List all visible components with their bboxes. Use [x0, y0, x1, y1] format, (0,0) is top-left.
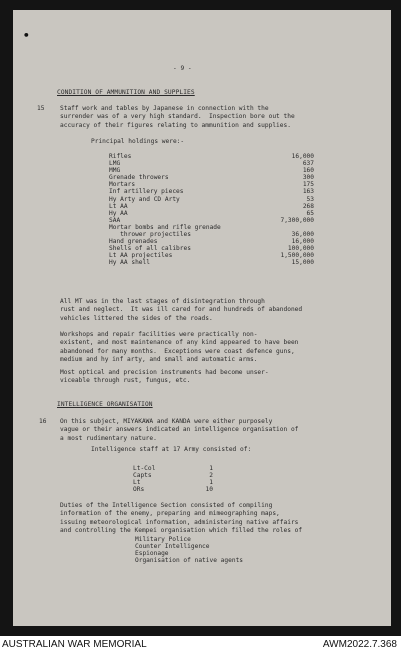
- holding-quantity: 300: [302, 174, 314, 182]
- ammunition-intro: Staff work and tables by Japanese in connection with the surrender was of a very high standard. Inspection bore out the accuracy of their figures relating to ammunition and supplies.: [60, 105, 295, 129]
- holding-quantity: 175: [302, 181, 314, 189]
- holding-row: [109, 181, 314, 188]
- holding-item: Hy AA: [109, 209, 128, 217]
- role-item: Espionage: [135, 550, 169, 558]
- holding-row: [109, 196, 314, 203]
- holding-quantity: 36,000: [291, 231, 314, 239]
- holding-quantity: 15,000: [291, 259, 314, 267]
- holding-row: [109, 174, 314, 181]
- holding-item: Inf artillery pieces: [109, 188, 184, 196]
- staff-row: [133, 486, 213, 493]
- holding-item: Mortars: [109, 181, 136, 189]
- holding-quantity: 163: [302, 188, 314, 196]
- holding-row: [109, 259, 314, 266]
- holding-row: [109, 203, 314, 210]
- holding-row: [109, 238, 314, 245]
- staff-count: 10: [205, 486, 213, 494]
- staff-row: [133, 465, 213, 472]
- holding-row: [109, 245, 314, 252]
- heading-intelligence: INTELLIGENCE ORGANISATION: [57, 401, 153, 408]
- para-optical: Most optical and precision instruments had become unser- viceable through rust, fungus, etc.: [60, 369, 269, 385]
- holding-item: Rifles: [109, 153, 132, 160]
- holding-item: Shells of all calibres: [109, 245, 191, 253]
- staff-rank: ORs: [133, 486, 145, 494]
- holding-quantity: 7,300,000: [280, 216, 314, 224]
- holding-item: Mortar bombs and rifle grenade: [109, 223, 221, 231]
- footer-reference: AWM2022.7.368: [322, 639, 397, 650]
- staff-count: 1: [209, 479, 213, 487]
- para-number-15: 15: [37, 105, 45, 112]
- holding-row: [109, 167, 314, 174]
- punch-mark: •: [23, 29, 30, 42]
- role-item: Military Police: [135, 536, 191, 543]
- staff-row: [133, 472, 213, 479]
- holding-row: [109, 252, 314, 259]
- holding-row: [109, 160, 314, 167]
- holding-quantity: 65: [306, 209, 314, 217]
- holding-quantity: 53: [306, 195, 314, 203]
- holding-item: thrower projectiles: [109, 231, 191, 239]
- role-item: Organisation of native agents: [135, 557, 244, 565]
- holding-row: [109, 231, 314, 238]
- intelligence-intro: On this subject, MIYAKAWA and KANDA were either purposely vague or their answers indicated an intelligence organisation of a most rudimentary nature.: [60, 418, 299, 442]
- staff-list: [133, 465, 213, 493]
- holding-item: LMG: [109, 160, 121, 168]
- footer-source: AUSTRALIAN WAR MEMORIAL: [2, 639, 147, 650]
- holding-item: Hand grenades: [109, 238, 158, 246]
- staff-count: 2: [209, 472, 213, 480]
- holdings-label: Principal holdings were:-: [91, 138, 185, 145]
- staff-row: [133, 479, 213, 486]
- footer-bar: [0, 636, 401, 653]
- holding-row: [109, 188, 314, 195]
- holding-quantity: 16,000: [291, 238, 314, 246]
- holding-item: SAA: [109, 216, 121, 224]
- holding-quantity: 160: [302, 167, 314, 175]
- roles-list: [135, 536, 243, 564]
- holding-row: [109, 210, 314, 217]
- holding-row: [109, 153, 314, 160]
- holding-item: Lt AA: [109, 202, 128, 210]
- para-workshops: Workshops and repair facilities were practically non- existent, and most maintenance of any kind appeared to have been abandoned for many months. Exceptions were coast defence guns, medium and hy inf arty, and small and automatic arms.: [60, 331, 299, 364]
- page-number: - 9 -: [173, 65, 192, 72]
- document-page: [13, 10, 391, 626]
- holding-quantity: 1,500,000: [280, 252, 314, 260]
- staff-rank: Lt-Col: [133, 465, 156, 472]
- holding-item: Grenade throwers: [109, 174, 169, 182]
- staff-count: 1: [209, 465, 213, 472]
- staff-label: Intelligence staff at 17 Army consisted of:: [91, 446, 252, 453]
- holding-quantity: 16,000: [291, 153, 314, 160]
- holding-item: Hy AA shell: [109, 259, 150, 267]
- para-number-16: 16: [39, 418, 47, 425]
- holdings-list: [109, 153, 314, 267]
- holding-item: Lt AA projectiles: [109, 252, 173, 260]
- holding-quantity: 637: [302, 160, 314, 168]
- holding-item: Hy Arty and CD Arty: [109, 195, 180, 203]
- staff-rank: Lt: [133, 479, 141, 487]
- role-item: Counter Intelligence: [135, 543, 210, 551]
- holding-quantity: 100,000: [287, 245, 314, 253]
- holding-item: MMG: [109, 167, 121, 175]
- duties-para: Duties of the Intelligence Section consisted of compiling information of the enemy, preparing and mimeographing maps, issuing meteorological information, administering native affairs and controlling the Kempei organisation which filled the roles of: [60, 502, 303, 535]
- heading-ammunition: CONDITION OF AMMUNITION AND SUPPLIES: [57, 89, 195, 96]
- holding-quantity: 268: [302, 202, 314, 210]
- staff-rank: Capts: [133, 472, 152, 480]
- holding-row: [109, 217, 314, 224]
- holding-row: [109, 224, 314, 231]
- para-mt: All MT was in the last stages of disintegration through rust and neglect. It was ill cared for and hundreds of abandoned vehicles littered the sides of the roads.: [60, 298, 303, 322]
